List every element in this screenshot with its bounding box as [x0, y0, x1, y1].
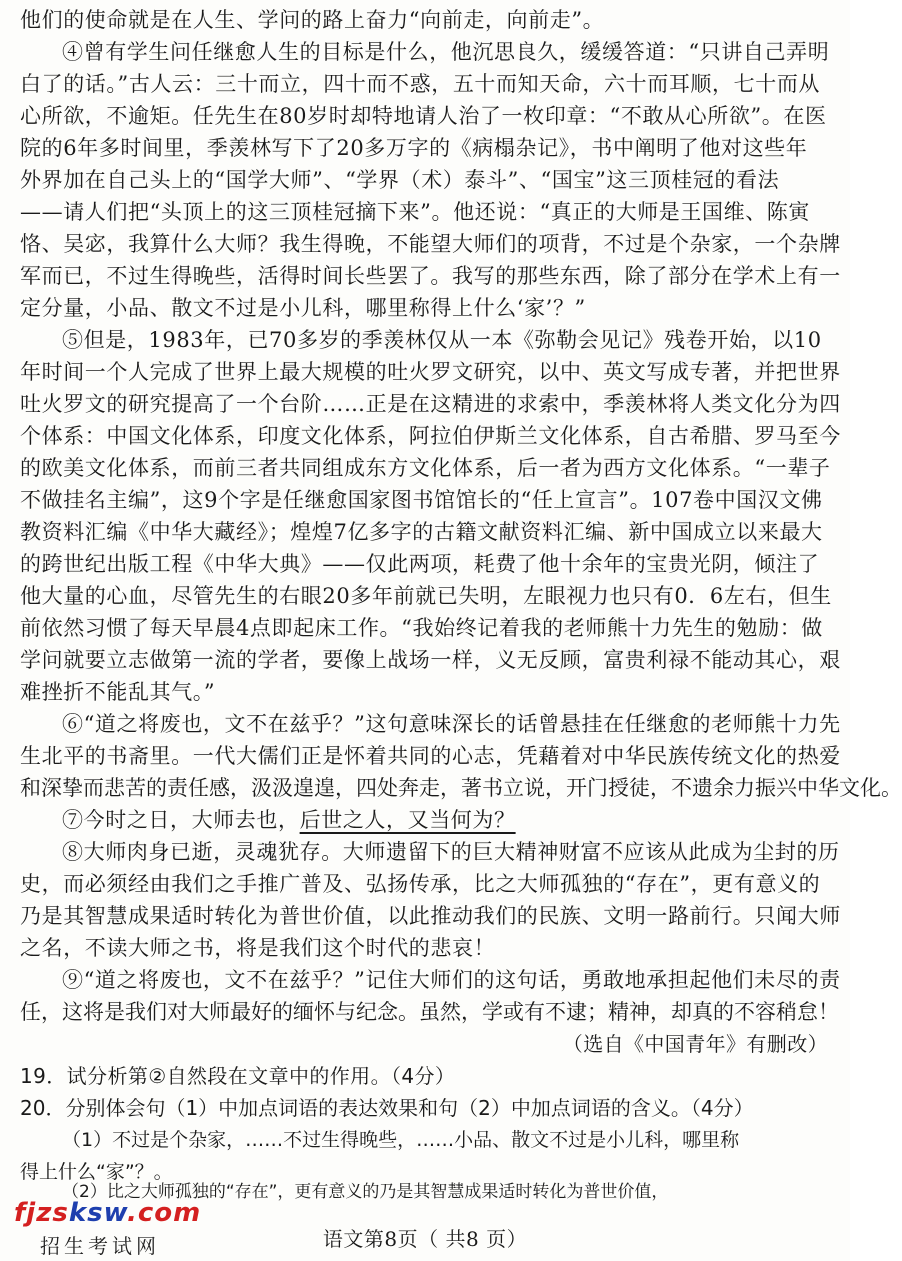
article-line: 不做挂名主编”，这9个字是任继愈国家图书馆馆长的“任上宣言”。107卷中国汉文佛: [20, 488, 823, 512]
article-line: ⑧大师肉身已逝，灵魂犹存。大师遗留下的巨大精神财富不应该从此成为尘封的历: [62, 840, 840, 864]
article-line: 恪、吴宓，我算什么大师？我生得晚，不能望大师们的项背，不过是个杂家，一个杂牌: [20, 232, 841, 256]
article-line: 教资料汇编《中华大藏经》；煌煌7亿多字的古籍文献资料汇编、新中国成立以来最大: [20, 520, 823, 544]
question-20-sentence-2: （2）比之大师孤独的“存在”，更有意义的乃是其智慧成果适时转化为普世价值，: [62, 1182, 669, 1202]
article-line: 年时间一个人完成了世界上最大规模的吐火罗文研究，以中、英文写成专著，并把世界: [20, 360, 841, 384]
article-line: 难挫折不能乱其气。”: [20, 680, 216, 704]
article-line: 任，这将是我们对大师最好的缅怀与纪念。虽然，学或有不逮；精神，却真的不容稍怠！: [20, 1000, 839, 1024]
article-line: 心所欲，不逾矩。任先生在80岁时却特地请人治了一枚印章：“不敢从心所欲”。在医: [20, 104, 827, 128]
article-line: 的欧美文化体系，而前三者共同组成东方文化体系，后一者为西方文化体系。“一辈子: [20, 456, 831, 480]
underlined-sentence: 后世之人，又当何为？: [299, 808, 516, 832]
article-line: 乃是其智慧成果适时转化为普世价值，以此推动我们的民族、文明一路前行。只闻大师: [20, 904, 841, 928]
article-line: 他们的使命就是在人生、学问的路上奋力“向前走，向前走”。: [20, 8, 605, 32]
article-line: 史，而必须经由我们之手推广普及、弘扬传承，比之大师孤独的“存在”，更有意义的: [20, 872, 821, 896]
article-line: 院的6年多时间里，季羡林写下了20多万字的《病榻杂记》，书中阐明了他对这些年: [20, 136, 808, 160]
article-line: [62, 804, 832, 836]
article-line: ④曾有学生问任继愈人生的目标是什么，他沉思良久，缓缓答道：“只讲自己弄明: [62, 40, 830, 64]
article-line: 个体系：中国文化体系，印度文化体系，阿拉伯伊斯兰文化体系，自古希腊、罗马至今: [20, 424, 841, 448]
article-line: 生北平的书斋里。一代大儒们正是怀着共同的心志，凭藉着对中华民族传统文化的热爱: [20, 744, 841, 768]
article-line: ⑨“道之将废也，文不在兹乎？”记住大师们的这句话，勇敢地承担起他们未尽的责: [62, 968, 841, 992]
article-source: （选自《中国青年》有删改）: [562, 1032, 828, 1056]
question-20-sentence-1: （1）不过是个杂家，……不过生得晚些，……小品、散文不过是小儿科，哪里称: [62, 1129, 740, 1151]
article-line: 白了的话。”古人云：三十而立，四十而不惑，五十而知天命，六十而耳顺，七十而从: [20, 72, 821, 96]
article-line: 定分量，小品、散文不过是小儿科，哪里称得上什么‘家’？”: [20, 296, 586, 320]
watermark-url: fjzsksw.com: [14, 1198, 202, 1228]
article-line-text: ⑦今时之日，大师去也，: [62, 808, 300, 832]
question-20: 20．分别体会句（1）中加点词语的表达效果和句（2）中加点词语的含义。（4分）: [20, 1096, 754, 1120]
article-line: ⑤但是，1983年，已70多岁的季羡林仅从一本《弥勒会见记》残卷开始，以10: [62, 328, 822, 352]
article-line: 的跨世纪出版工程《中华大典》——仅此两项，耗费了他十余年的宝贵光阴，倾注了: [20, 552, 820, 576]
page-footer: 语文第8页（ 共8 页）: [322, 1227, 528, 1251]
article-line: ⑥“道之将废也，文不在兹乎？”这句意味深长的话曾悬挂在任继愈的老师熊十力先: [62, 712, 841, 736]
article-line: 他大量的心血，尽管先生的右眼20多年前就已失明，左眼视力也只有0．6左右，但生: [20, 584, 832, 608]
question-19: 19．试分析第②自然段在文章中的作用。（4分）: [20, 1064, 456, 1088]
watermark-text: 招生考试网: [40, 1234, 160, 1258]
article-line: 吐火罗文的研究提高了一个台阶……正是在这精进的求索中，季羡林将人类文化分为四: [20, 392, 841, 416]
article-line: ——请人们把“头顶上的这三顶桂冠摘下来”。他还说：“真正的大师是王国维、陈寅: [20, 200, 811, 224]
article-line: 军而已，不过生得晚些，活得时间长些罢了。我写的那些东西，除了部分在学术上有一: [20, 264, 841, 288]
article-line: 外界加在自己头上的“国学大师”、“学界（术）泰斗”、“国宝”这三顶桂冠的看法: [20, 168, 780, 192]
article-line: 学问就要立志做第一流的学者，要像上战场一样，义无反顾，富贵利禄不能动其心，艰: [20, 648, 841, 672]
question-20-sentence-1-cont: 得上什么“家”？。: [20, 1161, 173, 1183]
article-line: 前依然习惯了每天早晨4点即起床工作。“我始终记着我的老师熊十力先生的勉励：做: [20, 616, 823, 640]
article-line: 之名，不读大师之书，将是我们这个时代的悲哀！: [20, 936, 496, 960]
article-line: 和深挚而悲苦的责任感，汲汲遑遑，四处奔走，著书立说，开门授徒，不遗余力振兴中华文化。: [20, 776, 902, 800]
